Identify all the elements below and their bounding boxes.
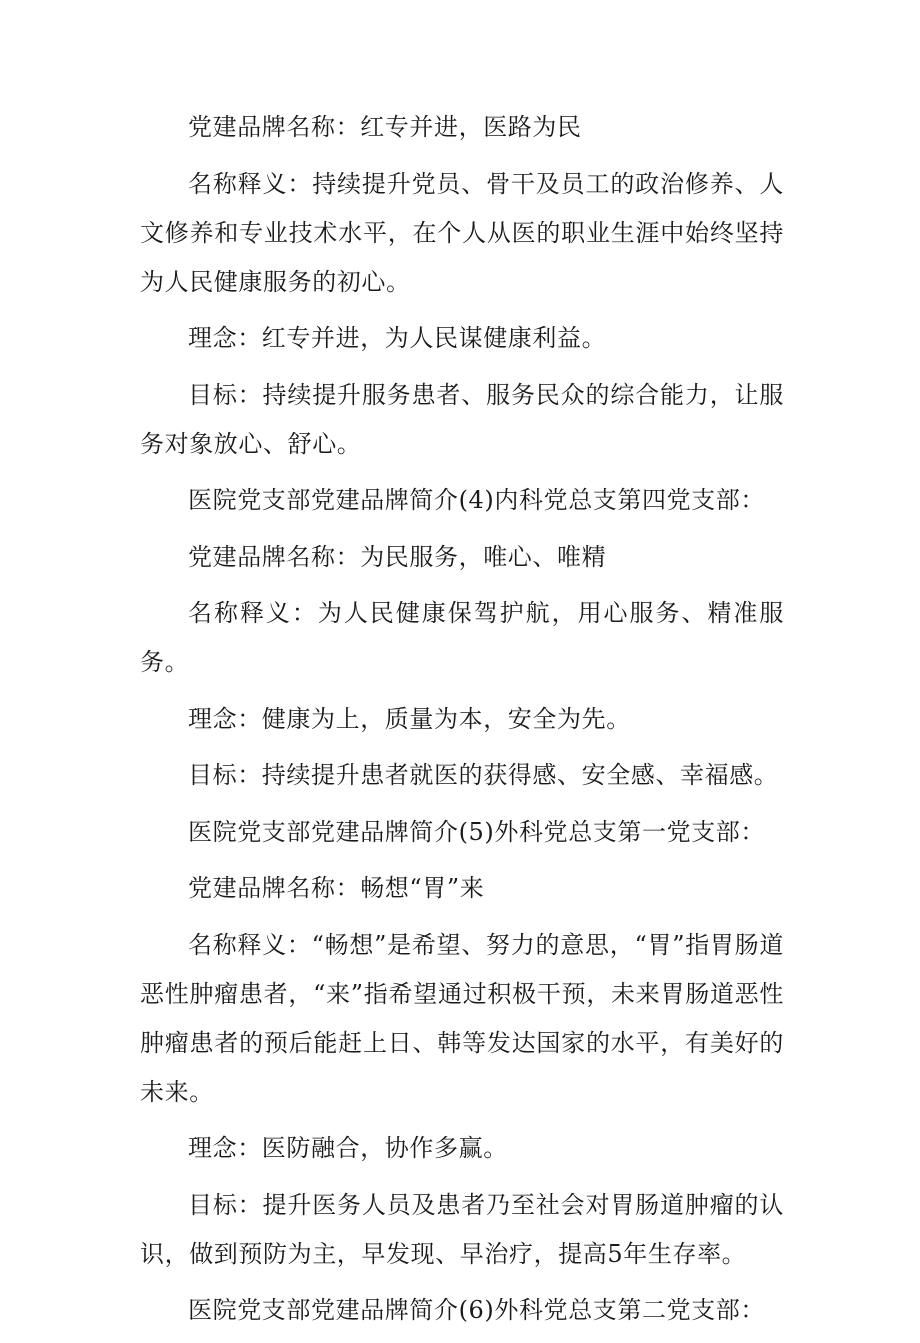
brand-name-paragraph: 党建品牌名称：为民服务，唯心、唯精 bbox=[188, 542, 607, 571]
concept-paragraph: 理念：红专并进，为人民谋健康利益。 bbox=[188, 324, 607, 352]
document-body bbox=[140, 103, 784, 1343]
name-explanation-paragraph: 名称释义：持续提升党员、骨干及员工的政治修养、人文修养和专业技术水平，在个人从医的职业生涯中始终坚持为人民健康服务的初心。 bbox=[140, 169, 784, 296]
concept-paragraph: 理念：医防融合，协作多赢。 bbox=[188, 1134, 508, 1162]
section-heading-6: 医院党支部党建品牌简介(6)外科党总支第二党支部： bbox=[188, 1296, 765, 1324]
goal-paragraph: 目标：提升医务人员及患者乃至社会对胃肠道肿瘤的认识，做到预防为主，早发现、早治疗，提高5年生存率。 bbox=[140, 1190, 784, 1268]
concept-paragraph: 理念：健康为上，质量为本，安全为先。 bbox=[188, 704, 631, 733]
name-explanation-paragraph: 名称释义：“畅想”是希望、努力的意思，“胃”指胃肠道恶性肿瘤患者，“来”指希望通过积极干预，未来胃肠道恶性肿瘤患者的预后能赶上日、韩等发达国家的水平，有美好的未来。 bbox=[140, 930, 784, 1106]
name-explanation-paragraph: 名称释义：为人民健康保驾护航，用心服务、精准服务。 bbox=[140, 599, 784, 676]
brand-name-paragraph: 党建品牌名称：畅想“胃”来 bbox=[188, 874, 485, 902]
section-heading-5: 医院党支部党建品牌简介(5)外科党总支第一党支部： bbox=[188, 817, 765, 846]
goal-paragraph: 目标：持续提升患者就医的获得感、安全感、幸福感。 bbox=[188, 761, 779, 789]
goal-paragraph: 目标：持续提升服务患者、服务民众的综合能力，让服务对象放心、舒心。 bbox=[140, 380, 784, 458]
section-heading-4: 医院党支部党建品牌简介(4)内科党总支第四党支部： bbox=[188, 486, 765, 514]
brand-name-paragraph: 党建品牌名称：红专并进，医路为民 bbox=[188, 113, 582, 141]
